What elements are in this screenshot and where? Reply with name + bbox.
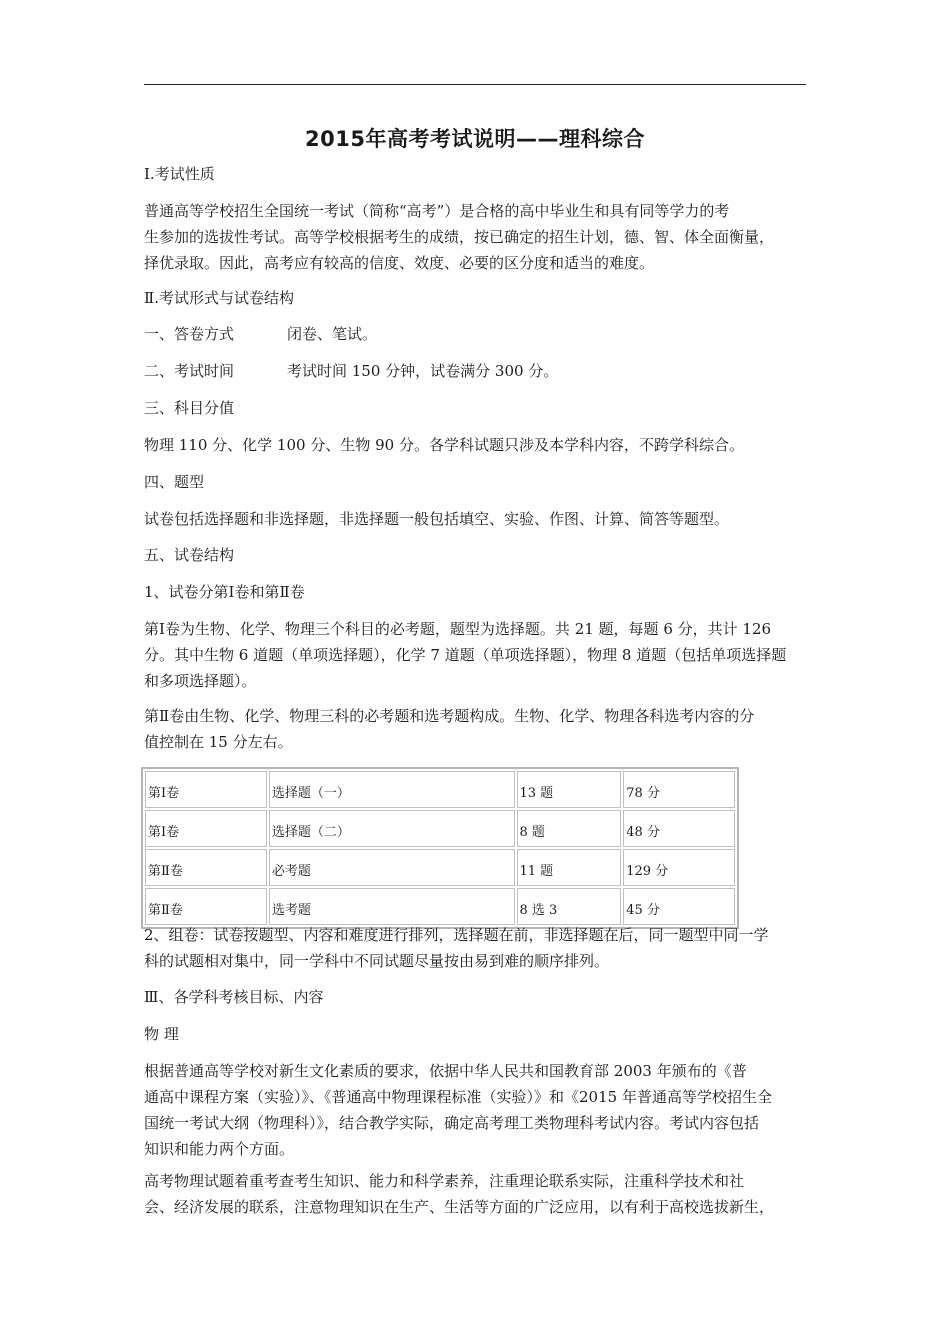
text-line: 通高中课程方案（实验）》、《普通高中物理课程标准（实验）》和《2015 年普通高等学校招生全 xyxy=(144,1088,772,1106)
item-subject-score-heading: 三、科目分值 xyxy=(144,399,235,417)
paper-1-paragraph xyxy=(144,616,810,694)
document-title: 2015年高考考试说明——理科综合 xyxy=(305,127,645,151)
section-3-heading: Ⅲ、各学科考核目标、内容 xyxy=(144,988,324,1006)
table-cell: 第Ⅱ卷 xyxy=(145,888,267,925)
physics-heading: 物 理 xyxy=(144,1025,179,1043)
structure-sub-2 xyxy=(144,922,810,974)
table-row xyxy=(145,888,735,925)
item-exam-time xyxy=(144,358,810,384)
text-line: 知识和能力两个方面。 xyxy=(144,1140,295,1158)
structure-sub-1: 1、试卷分第Ⅰ卷和第Ⅱ卷 xyxy=(144,583,305,601)
text-line: 择优录取。因此，高考应有较高的信度、效度、必要的区分度和适当的难度。 xyxy=(144,254,655,272)
text-line: 普通高等学校招生全国统一考试（简称“高考”）是合格的高中毕业生和具有同等学力的考 xyxy=(144,202,730,220)
table-cell: 11 题 xyxy=(517,849,622,886)
text-line: 根据普通高等学校对新生文化素质的要求，依据中华人民共和国教育部 2003 年颁布的《普 xyxy=(144,1062,747,1080)
table-cell: 第Ⅰ卷 xyxy=(145,771,267,808)
table-row xyxy=(145,849,735,886)
text-line: 会、经济发展的联系，注意物理知识在生产、生活等方面的广泛应用，以有利于高校选拔新生， xyxy=(144,1198,775,1216)
physics-paragraph-2 xyxy=(144,1168,810,1220)
item-subject-score-text: 物理 110 分、化学 100 分、生物 90 分。各学科试题只涉及本学科内容，不跨学科综合。 xyxy=(144,436,744,454)
table-cell: 第Ⅰ卷 xyxy=(145,810,267,847)
table-cell: 78 分 xyxy=(623,771,735,808)
text-line: 第Ⅱ卷由生物、化学、物理三科的必考题和选考题构成。生物、化学、物理各科选考内容的分 xyxy=(144,707,755,725)
table-cell: 8 选 3 xyxy=(517,888,622,925)
section-2-heading: Ⅱ.考试形式与试卷结构 xyxy=(144,289,294,307)
table-cell: 选择题（二） xyxy=(269,810,515,847)
text-line: 2、组卷：试卷按题型、内容和难度进行排列，选择题在前，非选择题在后，同一题型中同一学 xyxy=(144,926,769,944)
paper-2-paragraph xyxy=(144,703,810,755)
item-structure-heading: 五、试卷结构 xyxy=(144,546,235,564)
item-answer-mode xyxy=(144,321,810,347)
text-line: 和多项选择题）。 xyxy=(144,672,257,690)
table-cell: 45 分 xyxy=(623,888,735,925)
table-cell: 48 分 xyxy=(623,810,735,847)
header-rule xyxy=(144,84,806,85)
item-value: 闭卷、笔试。 xyxy=(287,325,378,343)
text-line: 高考物理试题着重考查考生知识、能力和科学素养，注重理论联系实际，注重科学技术和社 xyxy=(144,1172,745,1190)
table-row xyxy=(145,771,735,808)
table-cell: 8 题 xyxy=(517,810,622,847)
text-line: 生参加的选拔性考试。高等学校根据考生的成绩，按已确定的招生计划，德、智、体全面衡量， xyxy=(144,228,775,246)
table-cell: 第Ⅱ卷 xyxy=(145,849,267,886)
table-row xyxy=(145,810,735,847)
text-line: 第Ⅰ卷为生物、化学、物理三个科目的必考题，题型为选择题。共 21 题，每题 6 分，共计 126 xyxy=(144,620,772,638)
item-question-type-text: 试卷包括选择题和非选择题，非选择题一般包括填空、实验、作图、计算、简答等题型。 xyxy=(144,510,730,528)
text-line: 分。其中生物 6 道题（单项选择题），化学 7 道题（单项选择题），物理 8 道题（包括单项选择题 xyxy=(144,646,787,664)
table-cell: 129 分 xyxy=(623,849,735,886)
table-cell: 13 题 xyxy=(517,771,622,808)
item-value: 考试时间 150 分钟，试卷满分 300 分。 xyxy=(287,362,559,380)
text-line: 国统一考试大纲（物理科）》，结合教学实际，确定高考理工类物理科考试内容。考试内容包括 xyxy=(144,1114,760,1132)
table-cell: 必考题 xyxy=(269,849,515,886)
item-question-type-heading: 四、题型 xyxy=(144,473,205,491)
exam-structure-table xyxy=(141,767,739,929)
item-label: 二、考试时间 xyxy=(144,362,235,380)
section-1-heading: Ⅰ.考试性质 xyxy=(144,165,215,183)
text-line: 值控制在 15 分左右。 xyxy=(144,733,293,751)
physics-paragraph-1 xyxy=(144,1058,810,1162)
item-label: 一、答卷方式 xyxy=(144,325,235,343)
section-1-paragraph xyxy=(144,198,810,276)
text-line: 科的试题相对集中，同一学科中不同试题尽量按由易到难的顺序排列。 xyxy=(144,952,610,970)
table-cell: 选择题（一） xyxy=(269,771,515,808)
table-cell: 选考题 xyxy=(269,888,515,925)
